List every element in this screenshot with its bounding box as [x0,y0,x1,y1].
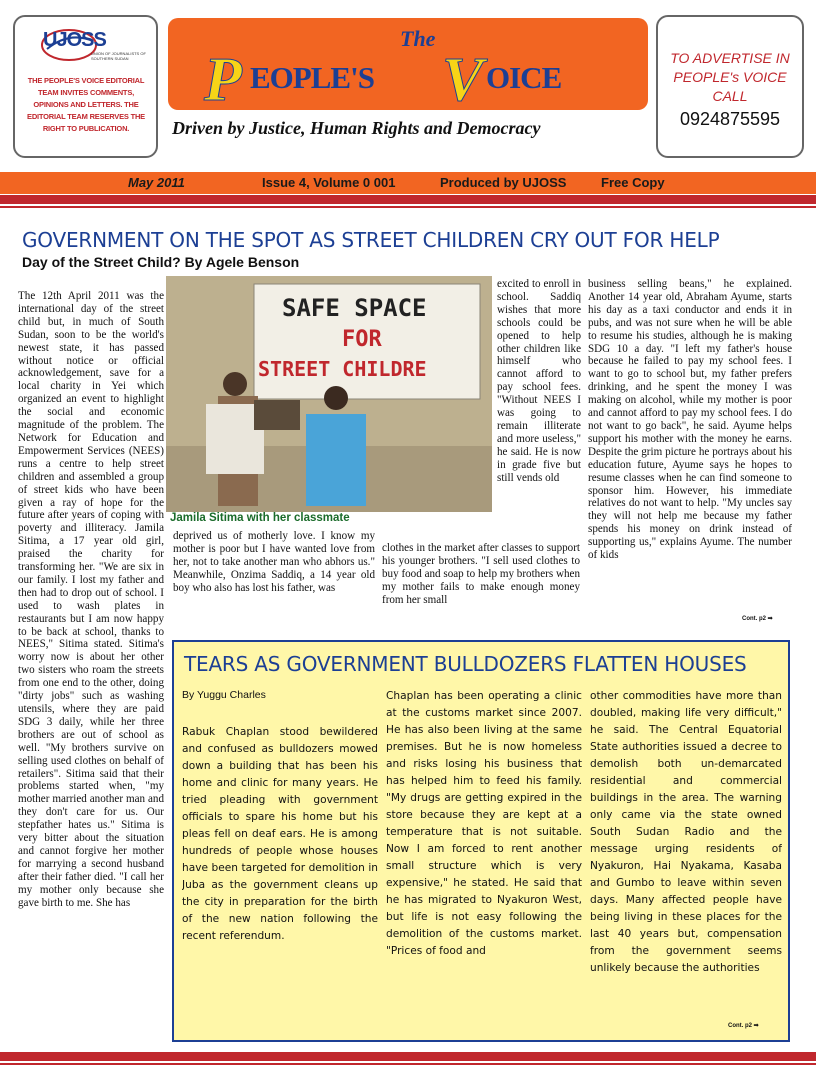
svg-text:EOPLE'S: EOPLE'S [250,60,374,95]
story1-column-4: business selling beans," he explained. Another 14 year old, Abraham Ayume, starts his day as a taxi conductor and ends it in pubs, and was not sure when he will be able to resume his studies, although he is making SDG 10 a day. "I left my father's house because he failed to pay my school fees. I want to go to school but, my father prefers drinking, and he spent the money I was making on alcohol, while my mother is poor and cannot afford to pay my school fees. I do not want to go back", he said. Ayume helps support his mother with the money he earns. Despite the grim picture he portrays about his education future, Ayume says he hopes to resume classes when he can find someone to sponsor him. However, his immediate relatives do not want to help. "My uncles say they will not help me because my father spends his money on drink instead of supporting us," explains Ayume. The number of kids [588,278,792,562]
advertise-text: TO ADVERTISE IN PEOPLE's VOICE CALL [670,50,790,104]
story2-headline: TEARS AS GOVERNMENT BULLDOZERS FLATTEN HOUSES [184,652,747,676]
story1-column-3-cont: clothes in the market after classes to support his younger brothers. "I sell used clothes to buy food and soap to help my brothers when my mother fails to make enough money from her small [382,542,580,606]
story1-column-2: deprived us of motherly love. I know my mother is poor but I have wanted love from her, not to take another man who abhors us." Meanwhile, Onzima Saddiq, a 14 year old boy who also has lost his father, was [173,530,375,594]
photo-caption: Jamila Sitima with her classmate [170,512,350,524]
issue-band-text [0,172,816,194]
svg-text:STREET CHILDRE: STREET CHILDRE [258,357,427,381]
story1-headline: GOVERNMENT ON THE SPOT AS STREET CHILDREN CRY OUT FOR HELP [22,228,720,252]
issue-price: Free Copy [601,175,665,190]
footer-divider-thin [0,1063,816,1065]
logo-subtitle: UNION OF JOURNALISTS OF SOUTHERN SUDAN [91,51,146,61]
story1-column-3: excited to enroll in school. Saddiq wishes that more schools could be opened to help other children like himself who cannot afford to pay school fees. "Without NEES I was going to remain illiterate and more useless," he said. He is now in grade five but still vends old [497,278,581,484]
arrow-right-icon: ➡ [753,1023,759,1029]
editorial-note: THE PEOPLE'S VOICE EDITORIAL TEAM INVITES COMMENTS, OPINIONS AND LETTERS. THE EDITORIAL TEAM RESERVES THE RIGHT TO PUBLICATION. [27,76,145,133]
issue-producer: Produced by UJOSS [440,175,567,190]
footer-divider-red [0,1052,816,1061]
divider-thin [0,206,816,208]
issue-date: May 2011 [128,175,185,190]
advertise-box [656,15,804,158]
story1-subhead: Day of the Street Child? By Agele Benson [22,254,300,270]
story1-column-1: The 12th April 2011 was the international day of the street child but, in much of South Sudan, soon to be the world's newest state, it has passed without notice or official acknowledgement, save for a local charity in Yei which organized an event to highlight the social and economic magnitude of the problem. The Network for Education and Empowerment Services (NEES) runs a centre to help street children and assembled a group of street kids who have been given a ray of hope for the future after years of coping with poverty and illiteracy. Jamila Sitima, a 17 year old girl, praised the charity for transforming her. "We are six in our family. I lost my father and then had to drop out of school. I used to wash plates in restaurants but I am now happy to be back at school, thanks to NEES," Sitima stated. Sitima's worry now is about her other two sisters who roam the streets from one end to the other, doing "dirty jobs" such as washing utensils, where they are paid SDG 3 daily, while her three brothers are out of school as well. "My brothers survive on selling used clothes on behalf of retailers". Sitima said that their problems started when, "my mother married another man and they don't care for us. Our stepfather hates us." Sitima is very bitter about the situation and cannot forgive her mother for marrying a second husband after their father died. "I call her my mother only because she gave birth to me. She has [18,290,164,909]
svg-text:P: P [204,46,242,110]
story2-column-2: Chaplan has been operating a clinic at the customs market since 2007. He has also been living at the same premises. But he is now homeless and risks losing his business that has helped him to feed his family. "My drugs are getting expired in the store because they are kept at a temperature that is not suitable. Now I am forced to rent another small structure which is very expensive," he stated. He said that he has migrated to Nyakuron West, but life is not easy following the demolition of the customs market. "Prices of food and [386,690,582,957]
story1-continued [742,615,773,622]
advertise-phone: 0924875595 [679,109,781,129]
svg-text:OICE: OICE [486,60,562,95]
divider-red [0,195,816,204]
story2-byline: By Yuggu Charles [182,689,266,701]
issue-number: Issue 4, Volume 0 001 [262,175,396,190]
svg-text:SAFE SPACE: SAFE SPACE [282,294,427,322]
svg-text:FOR: FOR [342,327,382,352]
story2-continued [728,1022,759,1029]
street-children-photo [166,276,492,512]
tagline: Driven by Justice, Human Rights and Democracy [172,118,541,138]
masthead-the: The [400,26,436,51]
story2-column-1: Rabuk Chaplan stood bewildered and confused as bulldozers mowed down a building that has been his home and clinic for many years. He tried pleading with government officials to spare his home but his pleas fell on deaf ears. He is among hundreds of people whose houses have been targeted for demolition in Juba as the government cleans up the city in preparation for the birth of the new nation following the recent referendum. [182,726,378,942]
continued-label: Cont. p2 [728,1023,752,1029]
svg-text:V: V [442,46,484,110]
masthead-title [168,18,648,110]
logo-text: UJOSS [43,29,106,51]
masthead-name: PEOPLE'S VOICE [168,18,176,19]
story2-column-3: other commodities have more than doubled, making life very difficult," he said. The Central Equatorial State authorities issued a decree to demolish both un-demarcated residential and commercial buildings in the area. The warning only came via the state owned South Sudan Radio and the message urging residents of Nyakuron, Hai Nyakama, Kasaba and Gumbo to leave within seven days. Many affected people have being living in these places for the last 40 years but, compensation from the government seems unlikely because the authorities [590,690,782,974]
continued-label: Cont. p2 [742,616,766,622]
editorial-notice-box [13,15,158,158]
arrow-right-icon: ➡ [767,616,773,622]
